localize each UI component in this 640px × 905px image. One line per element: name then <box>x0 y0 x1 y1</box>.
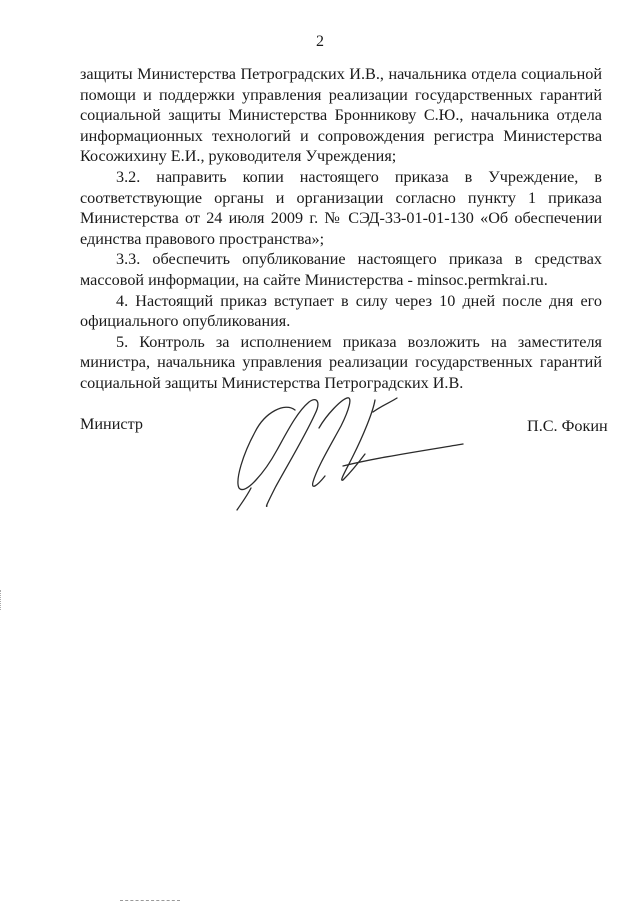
signer-role: Министр <box>80 415 143 433</box>
handwritten-signature <box>225 392 470 514</box>
left-margin-mark <box>0 590 3 610</box>
paragraph-5: 5. Контроль за исполнением приказа возложить на заместителя министра, начальника управления реализации государственных гарантий социальной защиты Министерства Петроградских И.В. <box>80 332 602 392</box>
paragraph-4: 4. Настоящий приказ вступает в силу через 10 дней после дня его официального опубликования. <box>80 291 602 331</box>
paragraph-3-3: 3.3. обеспечить опубликование настоящего приказа в средствах массовой информации, на сайте Министерства - minsoc.permkrai.ru. <box>80 250 602 289</box>
page-number: 2 <box>316 33 324 50</box>
signer-name: П.С. Фокин <box>527 417 608 435</box>
paragraph-continuation: защиты Министерства Петроградских И.В., начальника отдела социальной помощи и поддержки управления реализации государственных гарантий социальной защиты Министерства Бронникову С.Ю., начальника отдела информационных технологий и сопровождения регистра Министерства Косожихину Е.И., руководителя Учреждения; <box>80 65 602 166</box>
document-body <box>80 64 602 394</box>
bottom-edge-mark <box>120 900 180 902</box>
paragraph-3-2: 3.2. направить копии настоящего приказа в Учреждение, в соответствующие органы и организации согласно пункту 1 приказа Министерства от 24 июля 2009 г. № СЭД-33-01-01-130 «Об обеспечении единства правового пространства»; <box>80 167 602 248</box>
